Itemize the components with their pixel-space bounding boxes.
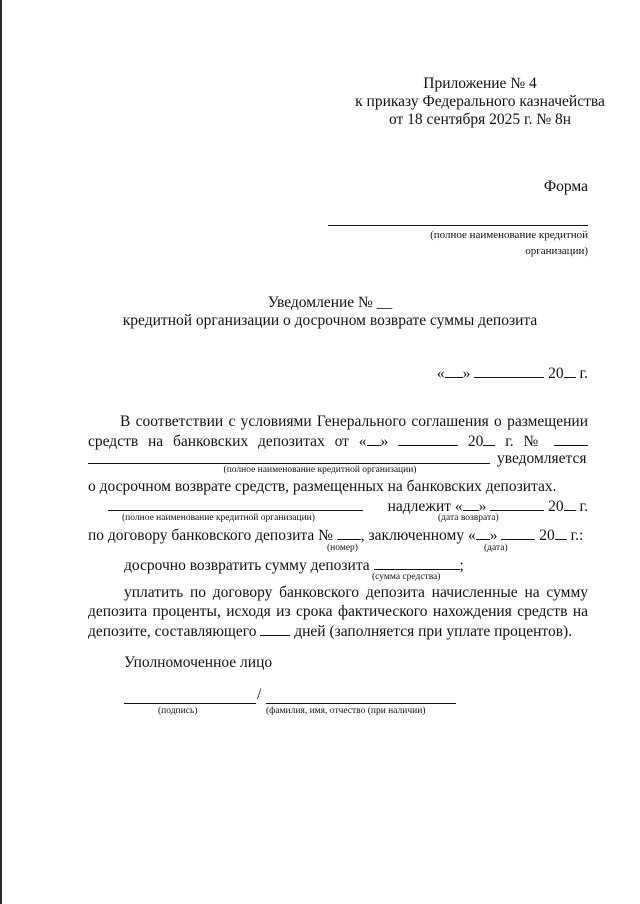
body-line-9: депозита проценты, исходя из срока фактического нахождения средств на: [88, 603, 588, 620]
month-blank: [474, 364, 544, 378]
signature-line: [124, 703, 256, 704]
appendix-number: Приложение № 4: [423, 75, 537, 92]
body-due-date: надлежит « » 20 г.: [387, 498, 588, 515]
body-line-7: досрочно возвратить сумму депозита ;: [124, 557, 464, 574]
body-notified: уведомляется: [497, 450, 587, 467]
form-label: Форма: [543, 178, 588, 195]
order-reference: к приказу Федерального казначейства: [355, 93, 605, 110]
notice-subtitle: кредитной организации о досрочном возврате суммы депозита: [122, 312, 538, 329]
year-blank: [564, 364, 576, 378]
amount-blank: [374, 556, 460, 570]
bank-name-caption: (полное наименование кредитной: [430, 229, 588, 241]
caption-amount: (сумма средства): [372, 572, 441, 582]
bank-name-line: [328, 225, 588, 226]
caption-bank-full-name: (полное наименование кредитной организации): [223, 465, 417, 475]
signature-slash: /: [257, 686, 262, 703]
scan-edge: [0, 0, 2, 904]
document-date: « » 20 г.: [436, 365, 588, 382]
bank-name-line-2: [108, 510, 363, 511]
body-line-8: уплатить по договору банковского депозита начисленные на сумму: [124, 584, 588, 601]
caption-return-date: (дата возврата): [438, 513, 499, 523]
bank-name-caption-2: организации): [525, 245, 588, 257]
notice-title: Уведомление № __: [267, 294, 393, 311]
body-line-2: средств на банковских депозитах от « » 20 г. №: [88, 432, 588, 451]
day-blank: [445, 364, 463, 378]
body-line-6: по договору банковского депозита № , заключенному « » 20 г.:: [88, 527, 584, 544]
authorized-person: Уполномоченное лицо: [124, 654, 273, 671]
full-name-line: [266, 703, 456, 704]
caption-date: (дата): [484, 543, 508, 553]
caption-full-name: (фамилия, имя, отчество (при наличии): [266, 706, 426, 716]
caption-bank-name: (полное наименование кредитной организации): [122, 513, 315, 523]
body-line-1: В соответствии с условиями Генерального соглашения о размещении: [120, 413, 588, 430]
bank-full-name-line: [88, 463, 490, 464]
caption-number: (номер): [327, 543, 358, 553]
body-line-4: о досрочном возврате средств, размещенных на банковских депозитах.: [88, 478, 557, 495]
body-line-10: депозите, составляющего дней (заполняется при уплате процентов).: [88, 623, 573, 640]
order-date: от 18 сентября 2025 г. № 8н: [388, 111, 572, 128]
caption-signature: (подпись): [158, 706, 198, 716]
